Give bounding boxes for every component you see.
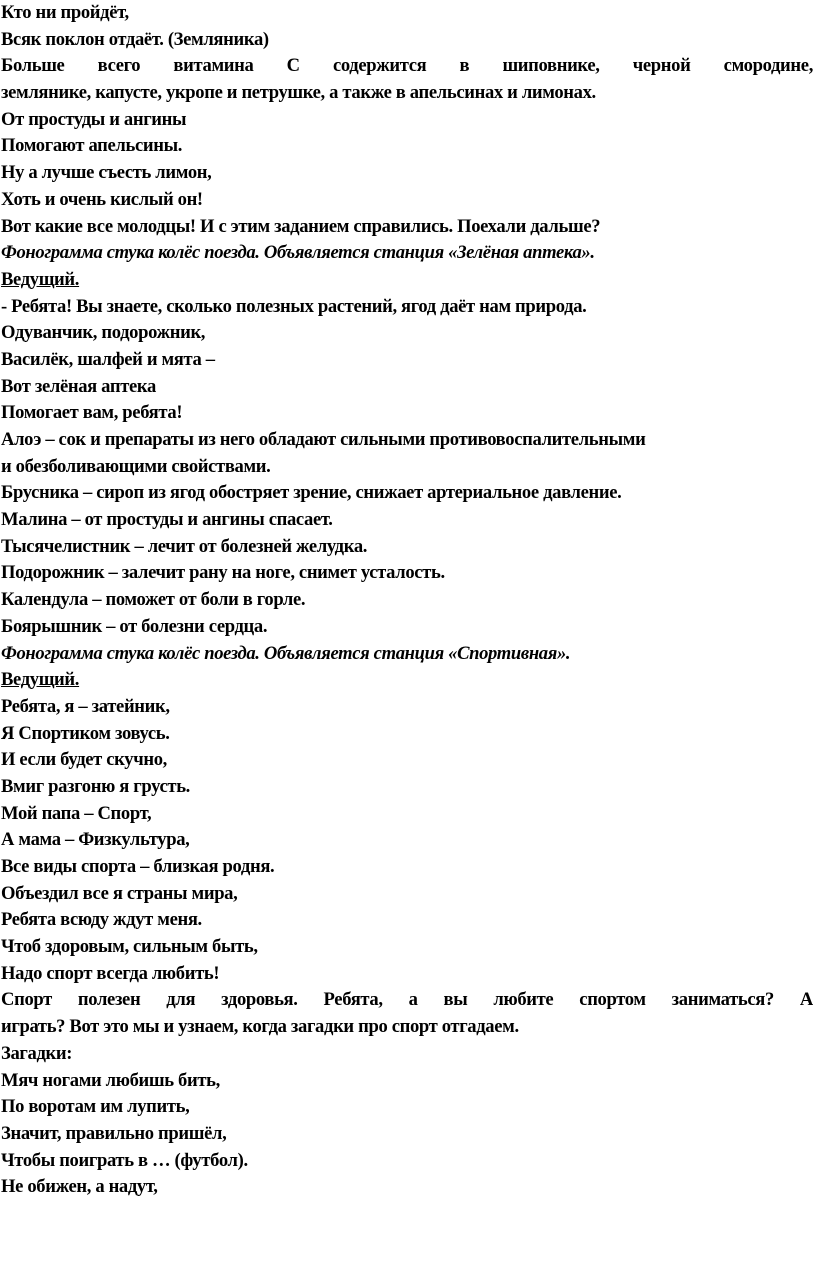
text-line: Ну а лучше съесть лимон, xyxy=(1,162,212,184)
text-line: Загадки: xyxy=(1,1042,73,1064)
text-line: - Ребята! Вы знаете, сколько полезных растений, ягод даёт нам природа. xyxy=(1,295,587,317)
text-line: Кто ни пройдёт, xyxy=(1,2,129,23)
document-body xyxy=(1,0,816,1201)
stage-direction-line: Фонограмма стука колёс поезда. Объявляется станция «Зелёная аптека». xyxy=(1,242,595,264)
text-line: Помогает вам, ребята! xyxy=(1,402,183,424)
text-line: Чтобы поиграть в … (футбол). xyxy=(1,1149,248,1171)
text-line: Тысячелистник – лечит от болезней желудка. xyxy=(1,535,368,557)
text-line: Вмиг разгоню я грусть. xyxy=(1,775,190,797)
text-line: Подорожник – залечит рану на ноге, снимет усталость. xyxy=(1,562,445,584)
text-line: Значит, правильно пришёл, xyxy=(1,1122,227,1144)
text-line: По воротам им лупить, xyxy=(1,1096,190,1118)
text-line: играть? Вот это мы и узнаем, когда загадки про спорт отгадаем. xyxy=(1,1016,519,1038)
text-line: Брусника – сироп из ягод обостряет зрение, снижает артериальное давление. xyxy=(1,482,622,504)
text-line: Вот какие все молодцы! И с этим заданием справились. Поехали дальше? xyxy=(1,215,601,237)
text-line: Мой папа – Спорт, xyxy=(1,802,152,824)
text-line: Василёк, шалфей и мята – xyxy=(1,348,215,370)
text-line: Все виды спорта – близкая родня. xyxy=(1,856,275,877)
text-line: А мама – Физкультура, xyxy=(1,829,190,851)
text-line: Не обижен, а надут, xyxy=(1,1176,158,1198)
text-line: землянике, капусте, укропе и петрушке, а также в апельсинах и лимонах. xyxy=(1,82,596,104)
text-line: Мяч ногами любишь бить, xyxy=(1,1069,220,1091)
paragraph-line: Больше всего витамина С содержится в шиповнике, черной смородине, xyxy=(1,55,813,77)
text-line: И если будет скучно, xyxy=(1,749,167,771)
text-line: Я Спортиком зовусь. xyxy=(1,722,170,744)
text-line: Календула – поможет от боли в горле. xyxy=(1,589,306,611)
text-line: Алоэ – сок и препараты из него обладают сильными противовоспалительными xyxy=(1,429,646,450)
text-line: Ребята всюду ждут меня. xyxy=(1,909,202,931)
speaker-heading: Ведущий. xyxy=(1,669,80,691)
text-line: Вот зелёная аптека xyxy=(1,375,156,397)
text-line: Боярышник – от болезни сердца. xyxy=(1,615,268,637)
text-line: Всяк поклон отдаёт. (Земляника) xyxy=(1,28,269,50)
text-line: Объездил все я страны мира, xyxy=(1,882,238,904)
text-line: Надо спорт всегда любить! xyxy=(1,962,220,984)
text-line: От простуды и ангины xyxy=(1,108,187,130)
text-line: и обезболивающими свойствами. xyxy=(1,455,271,477)
stage-direction-line: Фонограмма стука колёс поезда. Объявляется станция «Спортивная». xyxy=(1,642,571,664)
text-line: Хоть и очень кислый он! xyxy=(1,188,203,210)
speaker-heading: Ведущий. xyxy=(1,268,80,290)
text-line: Чтоб здоровым, сильным быть, xyxy=(1,936,258,958)
text-line: Одуванчик, подорожник, xyxy=(1,322,206,344)
text-line: Ребята, я – затейник, xyxy=(1,695,170,717)
text-line: Помогают апельсины. xyxy=(1,135,183,157)
text-line: Малина – от простуды и ангины спасает. xyxy=(1,509,333,531)
paragraph-line: Спорт полезен для здоровья. Ребята, а вы любите спортом заниматься? А xyxy=(1,989,813,1011)
